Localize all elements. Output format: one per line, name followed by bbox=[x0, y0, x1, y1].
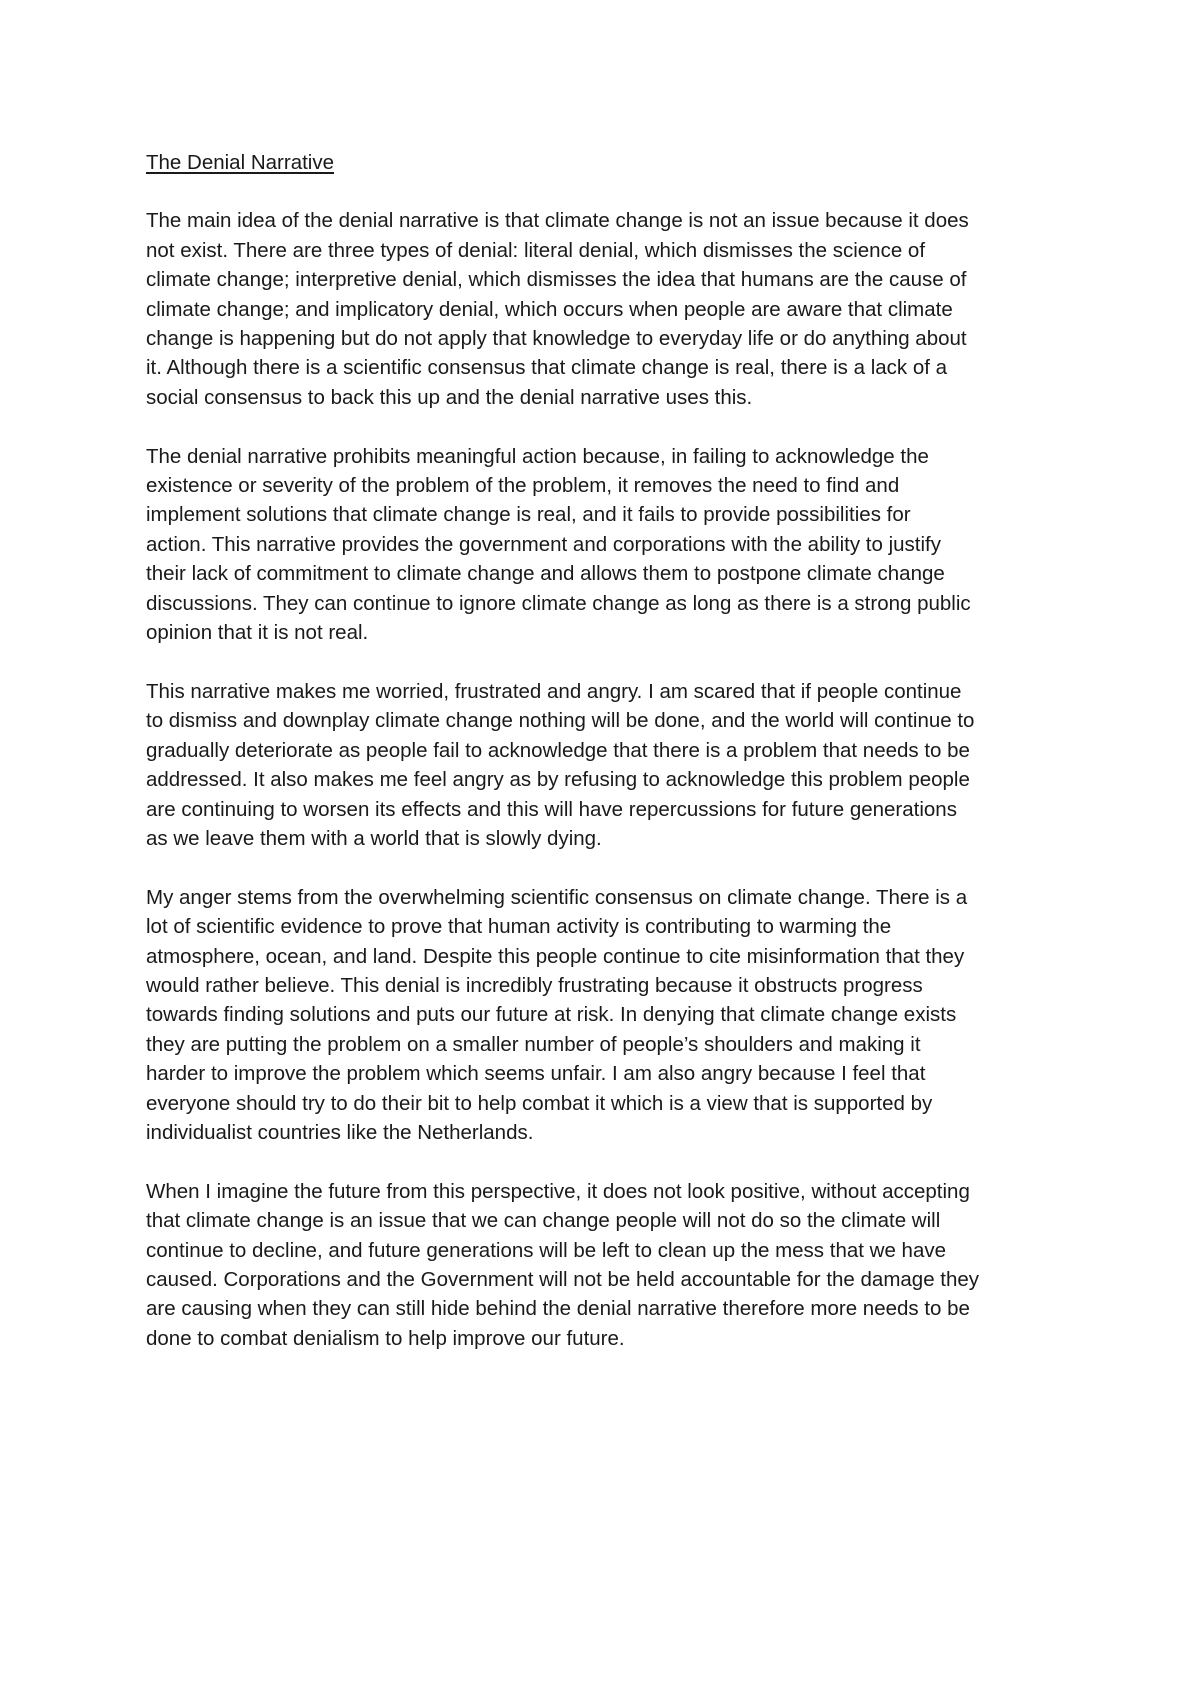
text-line: individualist countries like the Netherlands. bbox=[146, 1120, 534, 1144]
text-line: social consensus to back this up and the denial narrative uses this. bbox=[146, 385, 753, 409]
text-line: change is happening but do not apply that knowledge to everyday life or do anything about bbox=[146, 327, 967, 351]
text-line: that climate change is an issue that we can change people will not do so the climate will bbox=[146, 1209, 941, 1233]
paragraph-2 bbox=[146, 442, 1070, 648]
text-line: existence or severity of the problem of the problem, it removes the need to find and bbox=[146, 474, 900, 498]
text-line: atmosphere, ocean, and land. Despite this people continue to cite misinformation that they bbox=[146, 944, 965, 968]
text-line: climate change; interpretive denial, which dismisses the idea that humans are the cause of bbox=[146, 268, 967, 292]
document-title: The Denial Narrative bbox=[146, 151, 334, 174]
text-line: The main idea of the denial narrative is that climate change is not an issue because it does bbox=[146, 209, 969, 233]
paragraph-4 bbox=[146, 883, 1070, 1148]
text-line: opinion that it is not real. bbox=[146, 621, 369, 645]
text-line: they are putting the problem on a smaller number of people’s shoulders and making it bbox=[146, 1032, 921, 1056]
text-line: continue to decline, and future generations will be left to clean up the mess that we have bbox=[146, 1238, 947, 1262]
text-line: lot of scientific evidence to prove that human activity is contributing to warming the bbox=[146, 915, 892, 939]
text-line: would rather believe. This denial is incredibly frustrating because it obstructs progress bbox=[146, 973, 923, 997]
text-line: their lack of commitment to climate change and allows them to postpone climate change bbox=[146, 562, 945, 586]
text-line: to dismiss and downplay climate change nothing will be done, and the world will continue to bbox=[146, 709, 975, 733]
text-line: action. This narrative provides the government and corporations with the ability to justify bbox=[146, 532, 941, 556]
document-body bbox=[146, 148, 1070, 1383]
text-line: gradually deteriorate as people fail to acknowledge that there is a problem that needs to be bbox=[146, 738, 970, 762]
text-line: harder to improve the problem which seems unfair. I am also angry because I feel that bbox=[146, 1062, 926, 1086]
text-line: done to combat denialism to help improve our future. bbox=[146, 1326, 625, 1350]
paragraph-5 bbox=[146, 1177, 1070, 1353]
text-line: discussions. They can continue to ignore climate change as long as there is a strong public bbox=[146, 591, 971, 615]
text-line: are continuing to worsen its effects and this will have repercussions for future generations bbox=[146, 797, 957, 821]
paragraph-3 bbox=[146, 677, 1070, 853]
text-line: caused. Corporations and the Government will not be held accountable for the damage they bbox=[146, 1267, 980, 1291]
text-line: addressed. It also makes me feel angry as by refusing to acknowledge this problem people bbox=[146, 768, 970, 792]
text-line: The denial narrative prohibits meaningful action because, in failing to acknowledge the bbox=[146, 444, 929, 468]
text-line: This narrative makes me worried, frustrated and angry. I am scared that if people continue bbox=[146, 679, 962, 703]
text-line: as we leave them with a world that is slowly dying. bbox=[146, 826, 602, 850]
text-line: everyone should try to do their bit to help combat it which is a view that is supported by bbox=[146, 1091, 933, 1115]
text-line: implement solutions that climate change is real, and it fails to provide possibilities for bbox=[146, 503, 911, 527]
text-line: not exist. There are three types of denial: literal denial, which dismisses the science of bbox=[146, 238, 926, 262]
text-line: When I imagine the future from this perspective, it does not look positive, without accepting bbox=[146, 1179, 970, 1203]
text-line: it. Although there is a scientific consensus that climate change is real, there is a lack of a bbox=[146, 356, 948, 380]
text-line: towards finding solutions and puts our future at risk. In denying that climate change exists bbox=[146, 1003, 957, 1027]
text-line: are causing when they can still hide behind the denial narrative therefore more needs to be bbox=[146, 1297, 970, 1321]
text-line: My anger stems from the overwhelming scientific consensus on climate change. There is a bbox=[146, 885, 968, 909]
text-line: climate change; and implicatory denial, which occurs when people are aware that climate bbox=[146, 297, 953, 321]
paragraph-1 bbox=[146, 206, 1070, 412]
